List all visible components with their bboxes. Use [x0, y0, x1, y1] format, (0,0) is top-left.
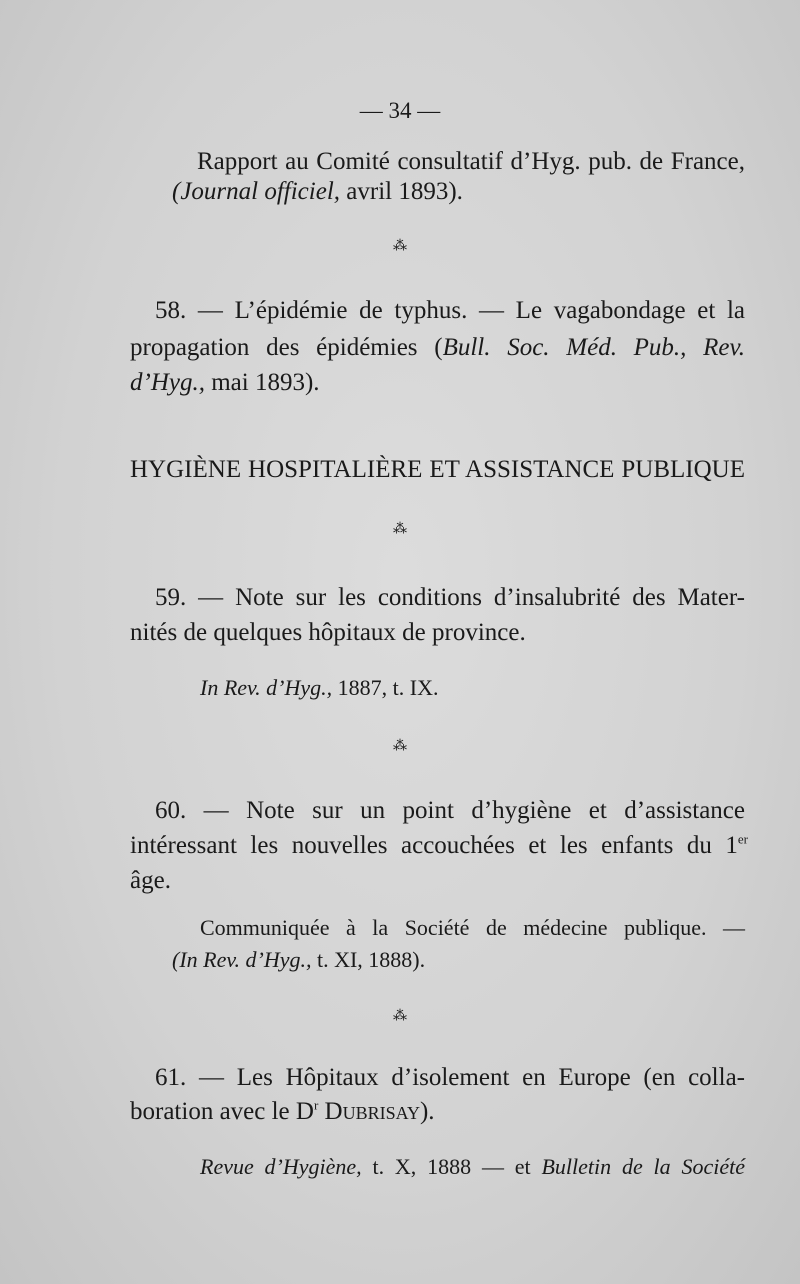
entry-59-reference: In Rev. d’Hyg., 1887, t. IX.	[200, 675, 439, 700]
entry-60-line-1: 60. — Note sur un point d’hygiène et d’assistance	[155, 797, 745, 824]
entry-59-line-1: 59. — Note sur les conditions d’insalubrité des Mater-	[155, 584, 745, 611]
entry-59-line-2: nités de quelques hôpitaux de province.	[130, 619, 526, 646]
entry-58-line-2: propagation des épidémies (Bull. Soc. Méd. Pub., Rev.	[130, 334, 746, 361]
intro-journal-title: (Journal officiel,	[172, 178, 341, 205]
entry-61-line-1: 61. — Les Hôpitaux d’isolement en Europe (en colla-	[155, 1064, 745, 1091]
intro-date: avril 1893).	[340, 178, 463, 205]
entry-58-line-3: d’Hyg., mai 1893).	[130, 369, 320, 396]
separator-asterism-4: ⁂	[393, 1009, 407, 1024]
separator-asterism-3: ⁂	[393, 739, 407, 754]
intro-line-1: Rapport au Comité consultatif d’Hyg. pub. de France,	[197, 148, 745, 175]
page-number: — 34 —	[359, 98, 441, 123]
separator-asterism-1: ⁂	[393, 239, 407, 254]
entry-60-line-3: âge.	[130, 867, 171, 894]
entry-58-line-1: 58. — L’épidémie de typhus. — Le vagabondage et la	[155, 297, 745, 324]
entry-61-line-2: boration avec le $D^r$ Dubrisay).	[130, 1097, 435, 1125]
intro-line-2	[172, 177, 463, 207]
entry-61-reference: Revue d’Hygiène, t. X, 1888 — et Bulletin de la Société	[200, 1154, 745, 1179]
entry-60-reference-2: (In Rev. d’Hyg., t. XI, 1888).	[172, 947, 426, 972]
separator-asterism-2: ⁂	[393, 522, 407, 537]
section-title: HYGIÈNE HOSPITALIÈRE ET ASSISTANCE PUBLIQUE	[130, 456, 745, 483]
entry-60-reference-1: Communiquée à la Société de médecine publique. —	[200, 915, 745, 940]
entry-60-line-2: intéressant les nouvelles accouchées et les enfants du 1er	[130, 831, 748, 859]
